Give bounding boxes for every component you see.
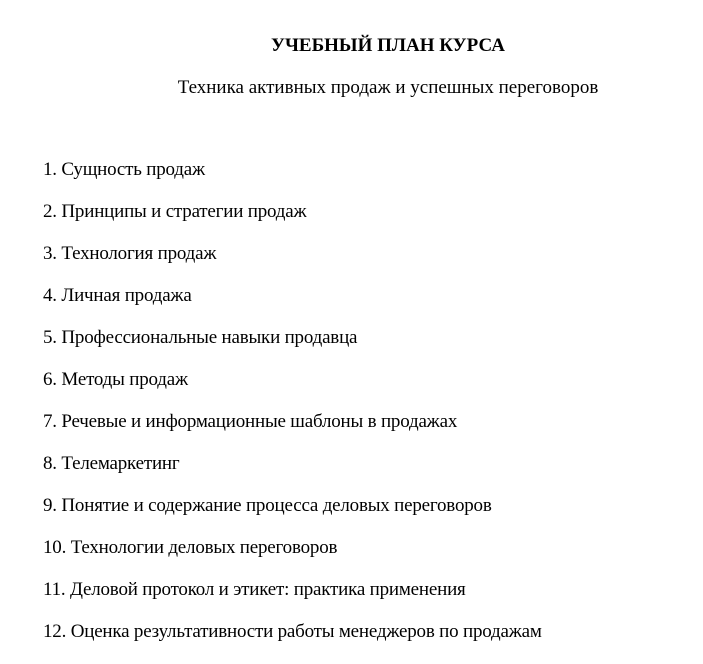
plan-item-1: 1. Сущность продаж xyxy=(43,159,205,180)
plan-item-3: 3. Технология продаж xyxy=(43,243,217,264)
plan-item-6: 6. Методы продаж xyxy=(43,369,188,390)
plan-item-8: 8. Телемаркетинг xyxy=(43,453,180,474)
plan-item-11: 11. Деловой протокол и этикет: практика применения xyxy=(43,579,466,600)
plan-item-4: 4. Личная продажа xyxy=(43,285,192,306)
plan-item-10: 10. Технологии деловых переговоров xyxy=(43,537,338,558)
plan-item-5: 5. Профессиональные навыки продавца xyxy=(43,327,358,348)
plan-item-12: 12. Оценка результативности работы менеджеров по продажам xyxy=(43,621,542,642)
plan-item-2: 2. Принципы и стратегии продаж xyxy=(43,201,307,222)
plan-item-9: 9. Понятие и содержание процесса деловых переговоров xyxy=(43,495,492,516)
plan-item-7: 7. Речевые и информационные шаблоны в продажах xyxy=(43,411,458,432)
document-subtitle: Техника активных продаж и успешных переговоров xyxy=(177,77,599,98)
document-title: УЧЕБНЫЙ ПЛАН КУРСА xyxy=(271,35,505,56)
course-plan-list xyxy=(43,158,542,662)
